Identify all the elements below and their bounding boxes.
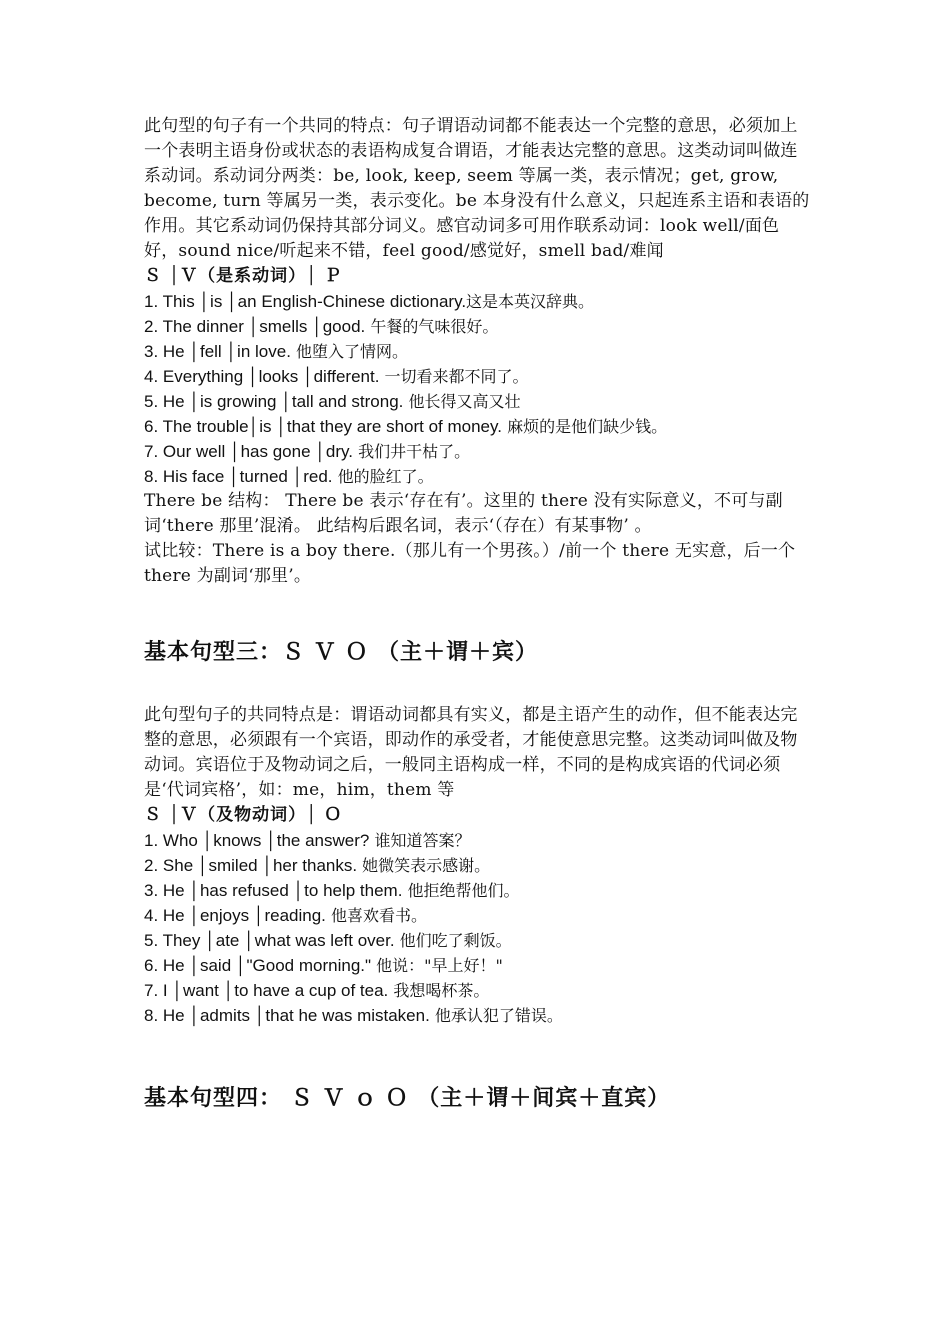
example-cn: 他的脸红了。	[332, 467, 434, 486]
section3-pattern: Ｓ │Ｖ（及物动词）│ Ｏ	[144, 805, 343, 825]
spacer	[144, 589, 812, 637]
example-cn: 他拒绝帮他们。	[402, 881, 520, 900]
example-line	[144, 389, 812, 414]
example-line	[144, 828, 812, 853]
section2-examples	[144, 289, 812, 489]
example-line	[144, 314, 812, 339]
example-cn: 他喜欢看书。	[325, 906, 427, 925]
example-line	[144, 439, 812, 464]
example-line	[144, 928, 812, 953]
example-en: 4. He │enjoys │reading.	[144, 906, 326, 925]
spacer	[144, 667, 812, 703]
spacer	[144, 1028, 812, 1083]
example-cn: 他堕入了情网。	[290, 342, 409, 361]
example-line	[144, 364, 812, 389]
example-en: 4. Everything │looks │different.	[144, 367, 380, 386]
example-line	[144, 414, 812, 439]
there-be-note: There be 结构： There be 表示‘存在有’。这里的 there 没有实际意义，不可与副词‘there 那里’混淆。 此结构后跟名词，表示‘（存在）有某事物’ 。	[144, 491, 783, 536]
example-cn: 谁知道答案？	[369, 831, 471, 850]
compare-note: 试比较：There is a boy there.（那儿有一个男孩。）/前一个 there 无实意，后一个 there 为副词‘那里’。	[144, 541, 796, 586]
example-en: 1. Who │knows │the answer?	[144, 831, 370, 850]
example-cn: 他长得又高又壮	[403, 392, 521, 411]
example-line	[144, 978, 812, 1003]
example-en: 6. He │said │"Good morning."	[144, 956, 372, 975]
example-cn: 他说："早上好！"	[371, 956, 503, 975]
example-line	[144, 289, 812, 314]
example-en: 1. This │is │an English-Chinese dictionary.	[144, 292, 467, 311]
example-en: 7. I │want │to have a cup of tea.	[144, 981, 389, 1000]
example-line	[144, 464, 812, 489]
example-en: 2. She │smiled │her thanks.	[144, 856, 358, 875]
section3-examples	[144, 828, 812, 1028]
example-en: 5. They │ate │what was left over.	[144, 931, 395, 950]
section3-heading: 基本句型三：Ｓ Ｖ Ｏ （主＋谓＋宾）	[144, 639, 538, 665]
example-line	[144, 878, 812, 903]
example-line	[144, 903, 812, 928]
example-en: 3. He │fell │in love.	[144, 342, 291, 361]
example-cn: 我想喝杯茶。	[388, 981, 490, 1000]
example-cn: 我们井干枯了。	[352, 442, 471, 461]
example-cn: 午餐的气味很好。	[365, 317, 499, 336]
example-cn: 这是本英汉辞典。	[466, 292, 595, 311]
example-en: 8. He │admits │that he was mistaken.	[144, 1006, 430, 1025]
document-page	[144, 114, 812, 1113]
example-en: 5. He │is growing │tall and strong.	[144, 392, 404, 411]
example-cn: 他们吃了剩饭。	[394, 931, 512, 950]
example-en: 3. He │has refused │to help them.	[144, 881, 403, 900]
example-line	[144, 953, 812, 978]
section2-pattern: Ｓ │Ｖ（是系动词）│ Ｐ	[144, 266, 343, 286]
section2-intro: 此句型的句子有一个共同的特点：句子谓语动词都不能表达一个完整的意思，必须加上一个表明主语身份或状态的表语构成复合谓语，才能表达完整的意思。这类动词叫做连系动词。系动词分两类：be, look, keep, seem 等属一类，表示情况；get, grow, become, turn 等属另一类，表示变化。be 本身没有什么意义，只起连系主语和表语的作用。其它系动词仍保持其部分词义。感官动词多可用作联系动词：look well/面色好，sound nice/听起来不错，feel good/感觉好，smell bad/难闻	[144, 116, 810, 261]
example-line	[144, 1003, 812, 1028]
example-cn: 一切看来都不同了。	[379, 367, 529, 386]
example-en: 8. His face │turned │red.	[144, 467, 333, 486]
section3-intro: 此句型句子的共同特点是：谓语动词都具有实义，都是主语产生的动作，但不能表达完整的意思，必须跟有一个宾语，即动作的承受者，才能使意思完整。这类动词叫做及物动词。宾语位于及物动词之后，一般同主语构成一样，不同的是构成宾语的代词必须是‘代词宾格’，如：me，him，them 等	[144, 705, 798, 800]
example-en: 7. Our well │has gone │dry.	[144, 442, 353, 461]
example-line	[144, 853, 812, 878]
example-en: 6. The trouble│is │that they are short of money.	[144, 417, 502, 436]
example-cn: 她微笑表示感谢。	[357, 856, 491, 875]
example-en: 2. The dinner │smells │good.	[144, 317, 366, 336]
example-cn: 麻烦的是他们缺少钱。	[501, 417, 668, 436]
example-cn: 他承认犯了错误。	[429, 1006, 563, 1025]
section4-heading: 基本句型四： Ｓ Ｖ ｏ Ｏ （主＋谓＋间宾＋直宾）	[144, 1085, 671, 1111]
example-line	[144, 339, 812, 364]
